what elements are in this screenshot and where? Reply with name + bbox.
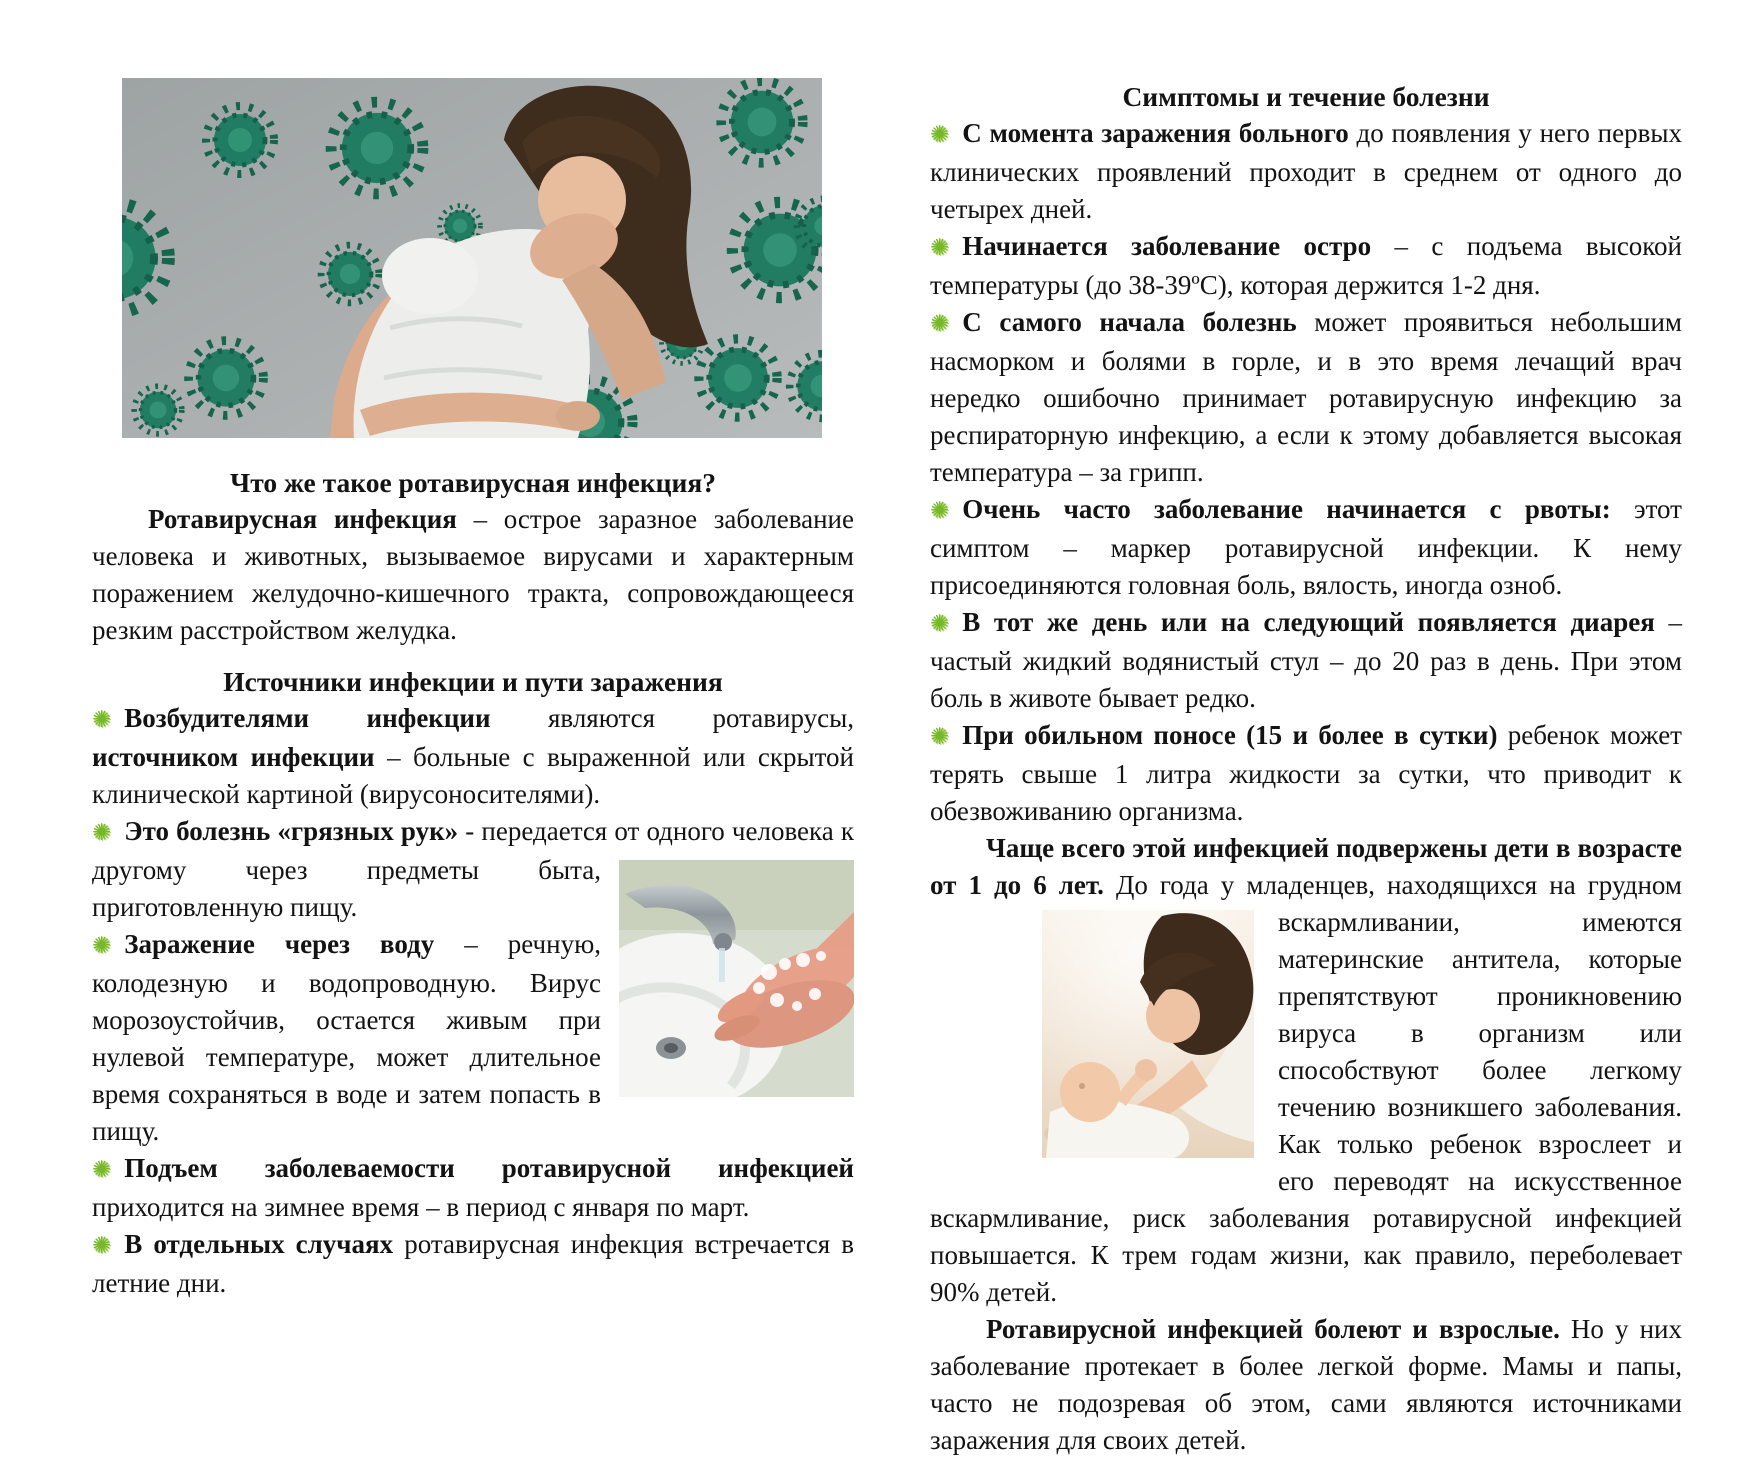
virus-star-bullet-icon: ✺	[92, 820, 112, 846]
text-run: вскармливании, имеются материнские антитела, которые препятствуют проникновению вируса в организм или способствуют более легкому течению возникшего заболевания. Как только ребенок взрослеет и его переводят на искусственное вскармливание, риск заболевания ротавирусной инфекцией повышается. К трем годам жизни, как правило, переболевает 90% детей.	[930, 907, 1682, 1307]
virus-star-bullet-icon: ✺	[930, 724, 950, 750]
virus-star-bullet-icon: ✺	[930, 235, 950, 261]
text-run: Но у них заболевание протекает в более легкой форме. Мамы и папы, часто не подозревая об этом, сами являются источниками заражения для своих детей.	[930, 1314, 1682, 1455]
paragraph-children	[930, 830, 1682, 1311]
mother-baby-photo	[1042, 910, 1254, 1158]
bullet-item-dirty-hands	[92, 813, 854, 926]
text-run: до появления у него первых клинических проявлений проходит в среднем от одного до четырех дней.	[930, 118, 1682, 224]
bullet-item-acute-onset	[930, 228, 1682, 304]
bullet-item-early-signs	[930, 304, 1682, 491]
text-run: - передается от одного человека к	[458, 816, 854, 846]
virus-star-bullet-icon: ✺	[92, 933, 112, 959]
text-run: При обильном поносе (15 и более в сутки)	[962, 720, 1498, 750]
text-run: Заражение через воду	[124, 929, 435, 959]
text-run: Начинается заболевание остро	[962, 231, 1372, 261]
bullet-item-summer-cases	[92, 1226, 854, 1302]
text-run: В отдельных случаях	[124, 1229, 394, 1259]
heading-what-is-rotavirus: Что же такое ротавирусная инфекция?	[230, 467, 716, 498]
heading-symptoms: Симптомы и течение болезни	[1122, 81, 1490, 112]
handwashing-photo	[619, 860, 854, 1097]
bullet-item-incubation	[930, 115, 1682, 228]
intro-paragraph	[92, 501, 854, 649]
text-run: Возбудителями инфекции	[124, 703, 491, 733]
virus-star-bullet-icon: ✺	[930, 311, 950, 337]
text-run: может проявиться небольшим насморком и болями в горле, и в это время лечащий врач нередко ошибочно принимает ротавирусную инфекцию за респираторную инфекцию, а если к этому добавляется высокая температура – за грипп.	[930, 307, 1682, 487]
text-run: – с подъема высокой температуры (до 38-39ºС), которая держится 1-2 дня.	[930, 231, 1683, 300]
virus-star-bullet-icon: ✺	[92, 707, 112, 733]
text-run: С самого начала болезнь	[962, 307, 1297, 337]
text-run: являются ротавирусы,	[490, 703, 854, 733]
bullet-item-vomiting	[930, 491, 1682, 604]
paragraph-adults	[930, 1311, 1682, 1459]
text-run: В тот же день или на следующий появляется диарея	[962, 607, 1655, 637]
text-run: этот симптом – маркер ротавирусной инфекции. К нему присоединяются головная боль, вялость, иногда озноб.	[930, 494, 1682, 600]
bullet-item-pathogens	[92, 700, 854, 813]
text-run: До года у младенцев, находящихся на грудном	[1103, 870, 1683, 900]
text-run: Очень часто заболевание начинается с рвоты:	[962, 494, 1611, 524]
text-run: ротавирусная инфекция встречается в летние дни.	[92, 1229, 855, 1298]
text-run: – острое заразное заболевание человека и животных, вызываемое вирусами и характерным поражением желудочно-кишечного тракта, сопровождающееся резким расстройством желудка.	[92, 504, 854, 645]
text-run: приходится на зимнее время – в период с января по март.	[92, 1192, 750, 1222]
virus-star-bullet-icon: ✺	[930, 611, 950, 637]
text-run: Подъем заболеваемости ротавирусной инфекцией	[124, 1153, 854, 1183]
water-stream	[719, 948, 725, 982]
virus-star-bullet-icon: ✺	[92, 1233, 112, 1259]
text-run: другому через предметы быта, приготовленную пищу.	[92, 855, 601, 922]
text-run: – частый жидкий водянистый стул – до 20 раз в день. При этом боль в животе бывает редко.	[930, 607, 1683, 713]
bullet-item-diarrhea	[930, 604, 1682, 717]
virus-star-bullet-icon: ✺	[930, 122, 950, 148]
virus-star-bullet-icon: ✺	[930, 498, 950, 524]
text-run: Ротавирусной инфекцией болеют и взрослые.	[986, 1314, 1560, 1344]
bullet-item-winter-rise	[92, 1150, 854, 1226]
virus-star-bullet-icon: ✺	[92, 1157, 112, 1183]
heading-sources: Источники инфекции и пути заражения	[223, 666, 723, 697]
left-column	[92, 78, 855, 1298]
right-column	[930, 78, 1683, 1455]
text-run: С момента заражения больного	[962, 118, 1349, 148]
text-run: Чаще всего этой инфекцией подвержены дети в возрасте от 1 до 6 лет.	[930, 833, 1682, 900]
text-run: Ротавирусная инфекция	[148, 504, 457, 534]
bullet-item-dehydration	[930, 717, 1682, 830]
text-run: – больные с выраженной или скрытой клинической картиной (вирусоносителями).	[92, 742, 854, 809]
text-run: источником инфекции	[92, 742, 375, 772]
text-run: – речную, колодезную и водопроводную. Вирус морозоустойчив, остается живым при нулевой температуре, может длительное время сохраняться в воде и затем попасть в пищу.	[92, 929, 601, 1146]
text-run: Это болезнь «грязных рук»	[124, 816, 459, 846]
nausea-photo	[122, 78, 822, 438]
text-run: ребенок может терять свыше 1 литра жидкости за сутки, что приводит к обезвоживанию организма.	[930, 720, 1682, 826]
